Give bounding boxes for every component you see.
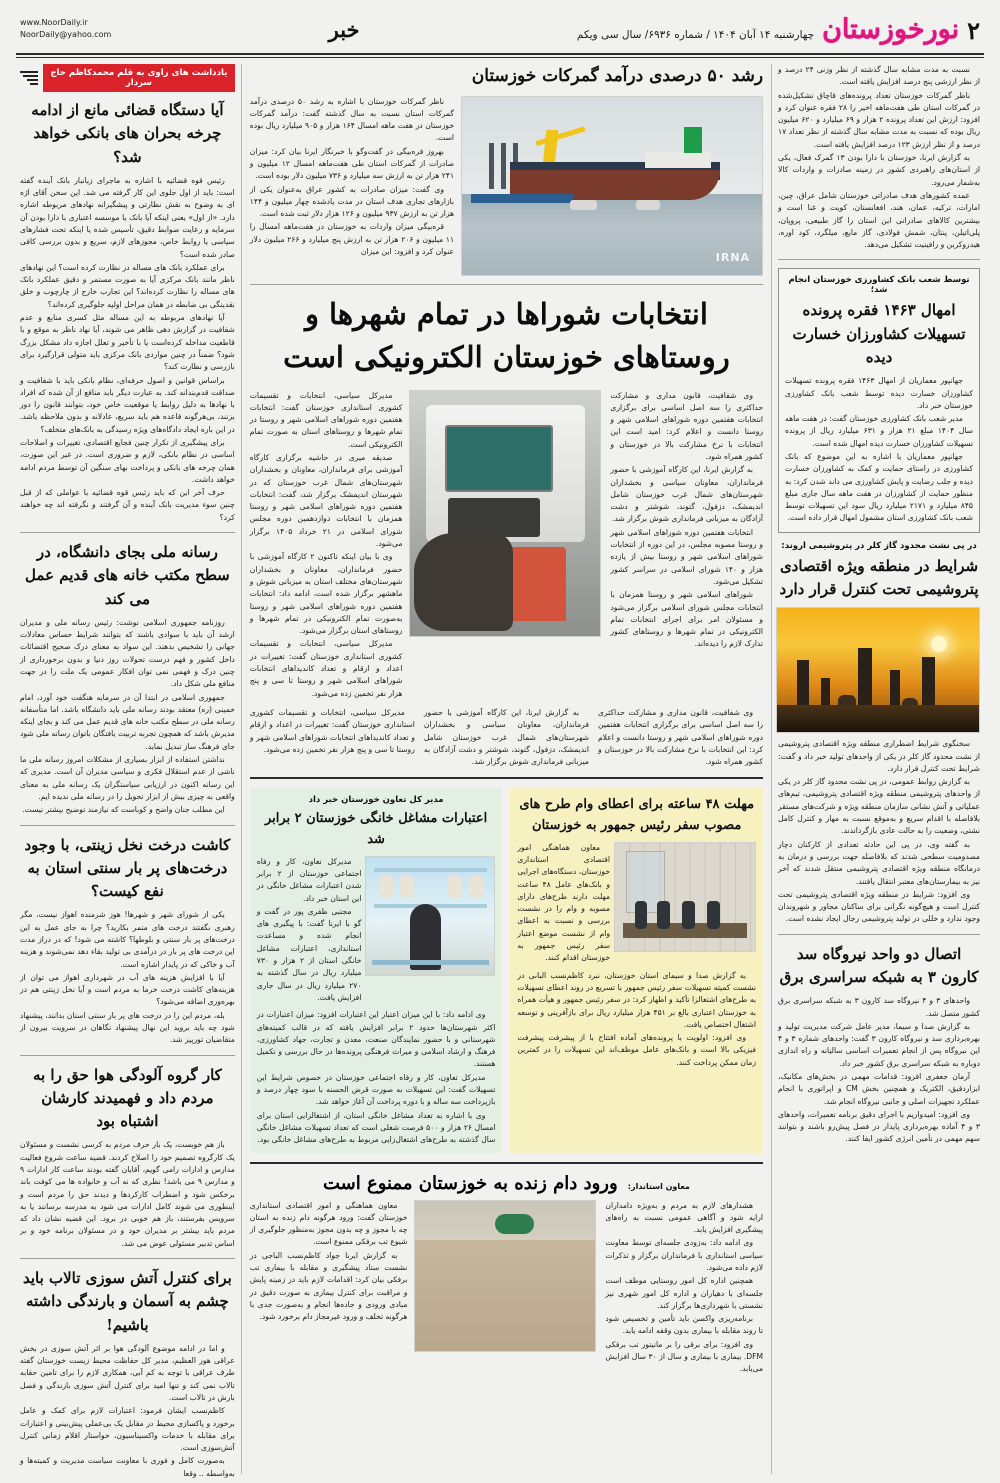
paragraph: وی شفافیت، قانون مداری و مشارکت حداکثری را سه اصل اساسی برای برگزاری انتخابات هفتمین دوره شوراهای اسلامی شهر و روستا دانست و اعلام کرد: این انتخابات با نرخ مشارکت بالا در خوزستان و کشور همراه شود.	[597, 707, 764, 767]
paragraph: وی افزود: شرایط در منطقه ویژه اقتصادی پتروشیمی تحت کنترل است و هیچ‌گونه نگرانی برای ساکنان مجاور و شهروندان وجود ندارد و خللی در تولید پتروشیمی رجال ایجاد نشده است.	[778, 889, 980, 924]
site-label	[20, 17, 111, 29]
paragraph: جهانپور معماریان با اشاره به این موضوع که بانک کشاورزی در راستای حمایت و کمک به کشاورزان خسارت دیده و جلب رضایت و پایش کشاورزی می داند شدن کرد: به منظور حمایت از کشاورزان در هفت ماهه سال جاری مبلغ ۸۴۵ میلیارد و ۲۱۷۱ میلیارد ریال سود این تسهیلات توسط شعب بانک کشاورزی استان مشمول امهال قرار داده است.	[785, 451, 974, 523]
paragraph: برای عملکرد بانک های مساله در نظارت کرده است؟ این نهادهای ناظر مانند بانک مرکزی آیا به صورت مستمر و دقیق عملکرد بانک های مساله را نظارت کرده‌اند؟ این تجارب خارج از چارچوب و خلق نقدینگی بی ضابطه در همان مراحل اولیه جلوگیری کرده‌اند؟	[20, 262, 235, 309]
bank-office-photo	[614, 842, 756, 952]
article-headline[interactable]: شرایط در منطقه ویژه اقتصادی پتروشیمی تحت کنترل قرار دارد	[779, 556, 979, 599]
ship-deck	[645, 152, 711, 168]
article-headline[interactable]: رسانه ملی بجای دانشگاه، در سطح مکتب خانه های قدیم عمل می کند	[25, 543, 230, 608]
opinion-banner[interactable]	[20, 64, 235, 92]
paragraph: برای پیشگیری از تکرار چنین فجایع اقتصادی، تغییرات و اصلاحات اساسی در نظام بانکی، لازم و ضروری است. در غیر این صورت، همان چرخه های بانکی و پرداخت بهای سنگین آن توسط مردم ادامه خواهد داشت.	[20, 437, 235, 484]
divider	[20, 825, 235, 826]
article-body	[778, 738, 980, 925]
electronic-voting-machine-photo	[409, 390, 601, 637]
masthead-brand-group	[576, 13, 980, 45]
divider	[250, 284, 763, 285]
main-body-right	[250, 390, 403, 701]
opinion-article-4[interactable]	[20, 1064, 235, 1250]
article-livestock[interactable]	[250, 1173, 763, 1377]
article-body	[778, 995, 980, 1146]
paragraph: به گزارش ایرنا، این کارگاه آموزشی با حضور فرمانداران، معاونان سیاسی و بخشداران شهرستان‌های شمال غرب خوزستان شامل اندیمشک، دزفول، گتوند، شوشتر و دشت آزادگان به میزبانی فرمانداری شوش برگزار شد.	[423, 707, 589, 767]
machine-keypad	[448, 498, 539, 537]
paragraph: آیا نهادهای مربوطه به این مساله مثل کسری منابع و عدم شفافیت در گزارش دهی ظاهر می شوند، آیا نهاد ناظر به موقع و با قاطعیت مداخله کرده‌است یا با تأخیر و تعلل اجازه داد مشکل بزرگ شود؟ ضمناً در چنین مواردی بانک مرکزی باید متولی قرارگیرد برای بازرسی و نظارت کند؟	[20, 313, 235, 372]
paragraph: معاون هماهنگی و امور اقتصادی استانداری خوزستان گفت: ورود هرگونه دام زنده به استان چه با مجوز و چه بدون مجوز به‌منظور جلوگیری از شیوع تب برفکی ممنوع است.	[249, 1200, 408, 1247]
paragraph: آرمان جعفری افزود: قدامات مهمی در بخش‌های مکانیک، ابزاردقیق، الکتریک و همچنین بخش CM و اپراتوری با انجام عملکرد تجهیزات اصلی و جانبی نیروگاه انجام شد.	[778, 1072, 980, 1106]
paragraph: به گزارش ایرنا، این کارگاه آموزشی با حضور فرمانداران، معاونان سیاسی و بخشداران شهرستان‌های شمال غرب خوزستان شامل اندیمشک، دزفول، گتوند، شوشتر و دشت آزادگان به میزبانی فرمانداری شوش برگزار شد.	[610, 465, 764, 524]
paragraph: همچنین اداره کل امور روستایی موظف است جلسه‌ای با دهیاران و اداره کل امور شهری نیز نشستی با شهرداری‌ها برگزار کند.	[605, 1276, 764, 1310]
article-travel-loan[interactable]	[510, 788, 763, 1152]
article-headline[interactable]: آیا دستگاه قضائی مانع از ادامه چرخه بحران های بانکی خواهد شد؟	[31, 101, 224, 166]
article-body	[20, 617, 235, 817]
paragraph: صدیقه میری در حاشیه برگزاری کارگاه آموزشی برای فرمانداران، معاونان و بخشداران شهرستان‌های شمال غرب خوزستان که در شهرستان اندیمشک برگزار شد، گفت: انتخابات هفتمین دوره شوراهای اسلامی شهر و روستا همزمان با انتخابات دوازدهمین دوره مجلس شورای اسلامی در ۲۱ خرداد ۱۴۰۵ برگزار می‌شود.	[249, 452, 403, 549]
divider	[250, 777, 763, 779]
paragraph: براساس قوانین و اصول حرفه‌ای، نظام بانکی باید با شفافیت و صداقت قدم‌بندانه کند. به عبارت دیگر باید منافع از آن شده که افراد با نهادها به دلیل روابط یا موقعیت خاص خود، بتوانند قانون را دور بزنند، بی‌هرگونه قاعده هم باید سریع، عادلانه و بدون ملاحظه باشد. در این باره ایجاد دادگاه‌های ویژه رسیدگی به بانک‌های متخلف؟	[20, 375, 235, 434]
website-url[interactable]: www.NoorDaily.ir	[20, 18, 88, 27]
home-business-shop-photo	[365, 856, 495, 976]
paragraph: برنامه‌ریزی واکسن باید تأمین و تخصیص شود تا روند مقابله با بیماری بدون وقفه ادامه یابد.	[605, 1314, 764, 1336]
paragraph: به گزارش روابط عمومی، در پی نشت محدود گاز کلر در یکی از واحدهای پتروشیمی منطقه ویژه اقتصادی پتروشیمی، تیم‌های عملیاتی و آتش نشانی سازمان منطقه ویژه و شرکت‌های مستقر بلافاصله با اقدام سریع و به‌موقع نسبت به مهار و کنترل کامل نشتی، وضعیت را به حالت عادی بازگرداندند.	[778, 777, 980, 836]
paragraph: مجتبی ظفری پور در گفت و گو با ایرنا گفت: با پیگیری های انجام شده و مساعدت استانداری، اعتبارات مشاغل خانگی استان از ۲ هزار و ۷۳۰ میلیارد ریال در سال گذشته به ۲۷۰ میلیارد ریال در سال جاری افزایش یافت.	[256, 906, 362, 1002]
photo-watermark: IRNA	[715, 250, 751, 264]
rig-leg	[489, 143, 494, 189]
divider	[20, 1258, 235, 1259]
barge-shape	[471, 194, 573, 203]
masthead-contact	[20, 17, 111, 41]
article-karun[interactable]	[778, 943, 980, 1146]
sheep-flock-photo	[414, 1200, 596, 1352]
main-headline[interactable]: انتخابات شوراها در تمام شهرها و روستاهای خوزستان الکترونیکی است	[283, 296, 730, 374]
paragraph: به گزارش صدا و سیمای استان خوزستان، نبرد کاظم‌نسب البانی در نشست کمیته تسهیلات سفر رئیس جمهور با تسریع در روند اعطای تسهیلات به طرح‌های اشتغالزا تأکید و اظهار کرد: در سفر رئیس جمهور و هیأت همراه به خوزستان اعتباری بالغ بر ۴۵۱ هزار میلیارد ریال برای بازآفرینی و توسعه اشتغال اختصاص یافت.	[517, 970, 757, 1029]
paragraph: یکی از شورای شهر و شهرها! هوز شرمنده اهواز نیست، مگر رهبری نگفتند درخت های متمر بکارید؟ چرا به جای عمل به این درخت‌های پر بار سنتی و بلوطها؟ کاشته می شود! که در دراز مدت این درخت های پر بار در درآمدی بی تولید بقاء دهد نمی‌شوند و هزینه آب و خاکی که در پایدار اشاره است.	[20, 910, 235, 969]
port-ship-photo	[461, 96, 763, 276]
paragraph: بهروز قره‌بیگی در گفت‌وگو با خبرنگار ایرنا بیان کرد: میزان صادرات از گمرکات استان طی هفت‌ماهه امسال ۱۲ میلیون و ۲۴۱ هزار تن به ارزش سه میلیارد و ۷۳۶ میلیون دلار بوده است.	[249, 146, 455, 181]
paragraph: این مطلب جنان واضح و کوباست که نیازمند توضیح بیشتر نیست.	[22, 805, 225, 815]
paragraph: بله، مردم این را در درخت های پر بار سنتی استان بدانند، پیشنهاد شود چه باید بروید این نهال پیشنهاد نگاهان در سرویت بیرون از متقاضیان تورپیز شد.	[20, 1010, 235, 1045]
article-body	[20, 909, 235, 1046]
paragraph: جمهوری اسلامی در ابتدا آن در سرمایه هنگفت خود آورد، امام خمینی (ره) معتقد بودند رسانه ملی باید دانشگاه باشد. اما متأسفانه رسانه ملی در سطح مکتب خانه های قدیم عمل می کند و بجای اینکه مدیرش باشد که همچون تجربه تربیت یافتگان باتوان رسانه ملی شود جای فرهنگ ساز تبدیل نماید.	[20, 692, 235, 751]
paragraph: به‌صورت کامل و فوری با معاونت سیاست مدیریت و کمیته‌ها و به‌واسطه .. وقعا	[20, 1456, 235, 1478]
article-body	[250, 96, 454, 260]
water-tanker-shape	[495, 1214, 535, 1234]
opinion-article-1[interactable]	[20, 99, 235, 524]
article-headline[interactable]: امهال ۱۴۶۳ فقره پرونده تسهیلات کشاورزان خسارت دیده	[792, 301, 966, 366]
article-headline[interactable]: ورود دام زنده به خوزستان ممنوع است	[322, 1172, 618, 1194]
paragraph: مدیرکل سیاسی، انتخابات و تقسیمات کشوری استانداری خوزستان گفت: تغییرات در اعداد و ارقام و تعداد کاندیداهای انتخابات شوراهای اسلامی شهر و روستا تا سی و پنج هزار نفر تخمین زده می‌شود.	[249, 707, 415, 754]
chair-shape	[657, 901, 670, 929]
article-body	[20, 1343, 235, 1480]
paragraph: وی ادامه داد: به‌زودی جلسه‌ای توسط معاونت سیاسی استانداری با فرمانداران برگزار و تذکرات لازم داده می‌شود.	[605, 1238, 764, 1272]
sun-shape	[931, 636, 947, 652]
divider	[250, 1162, 763, 1164]
opinion-article-3[interactable]	[20, 834, 235, 1047]
divider	[20, 1055, 235, 1056]
rig-leg	[501, 143, 506, 189]
paragraph: شوراهای اسلامی شهر و روستا همزمان با انتخابات مجلس شورای اسلامی برگزار می‌شود و مسئولان امر برای اجرای انتخابات تمام الکترونیکی در تمام شهرها و روستاهای کشور تدارک لازم را دیده‌اند.	[610, 590, 764, 649]
tugboat	[636, 200, 660, 211]
paragraph: مدیرکل سیاسی، انتخابات و تقسیمات کشوری استانداری خوزستان گفت: تغییرات در اعداد و ارقام و تعداد کاندیداهای انتخابات شوراهای اسلامی شهر و روستا تا سی و پنج هزار نفر تخمین زده می‌شود.	[249, 639, 403, 698]
paragraph: مدیرکل تعاون، کار و رفاه اجتماعی خوزستان در خصوص شرایط این تسهیلات گفت: این تسهیلات به صورت قرض الحسنه با سود چهار درصد و بازپرداخت سه ساله و با دوره پرداخت آن آغاز خواهد شد.	[256, 1072, 496, 1107]
paragraph: عمده کشورهای هدف صادراتی خوزستان شامل عراق، چین، امارات، ترکیه، عمان، هند، افغانستان، کویت و غنا است و بیشترین کالاهای صادراتی این استان را گاز طبیعی، پروپان، پلی‌اتیلن، پنتان، شمش فولادی، گاز مایع، میلگرد، کود اوره، هیدروکربن و رافینیت تشکیل می‌دهد.	[778, 190, 980, 250]
paragraph: روزنامه جمهوری اسلامی نوشت: رئیس رسانه ملی و مدیران ارشد آن باید با سوادی باشند که بتوانند شرایط حساس معادلات جهانی را تشخیص بدهند. این سواد به معنای درک صحیح اقتضائات داخل کشور و فهم درست تحولات روز دنیا و بدون برخورداری از چنین درک و فهمی نمی توان افکار عمومی یک ملت را در جهت منافع ملی شکل داد.	[20, 617, 235, 689]
article-home-business[interactable]	[250, 788, 503, 1152]
paragraph: مدیرکل تعاون، کار و رفاه اجتماعی خوزستان از ۲ برابر شدن اعتبارات مشاغل خانگی در این استان خبر داد.	[256, 856, 362, 903]
shelf-shape	[372, 960, 490, 965]
mini-articles-row	[250, 788, 763, 1152]
article-body-continuation	[257, 1009, 496, 1146]
chair-shape	[682, 901, 695, 929]
paragraph: به گزارش صدا و سیما، مدیر عامل شرکت مدیریت تولید و بهره‌برداری سد و نیروگاه کارون ۳ گفت: واحدهای شماره ۳ و ۴ این نیروگاه پس از انجام تعمیرات اساسی سالیانه و راه اندازی دوباره به شبکه سراسری برق کشور خبر داد.	[778, 1021, 980, 1068]
article-kicker: در پی نشت محدود گاز کلر در پتروشیمی اروند:	[781, 540, 977, 551]
hamburger-lines-icon	[20, 71, 38, 85]
paragraph: وی ادامه داد: با این میزان اعتبار این اعتبارات افزود: میزان اعتبارات در اکثر شهرستان‌ها حدود ۲ برابر افزایش یافته که در قالب کمیته‌های شهرستانی و با حضور نمایندگان صنعت، معدن و تجارت، جهاد کشاورزی، فرهنگ و ارشاد اسلامی و میراث فرهنگی پرونده‌ها در حال بررسی و تکمیل هستند.	[256, 1010, 496, 1069]
paragraph: وی افزود: برای برقی را بر مانیتور تب برفکی DFM. بیماری با بیماری و سال از ۳۰ سال افزایش می‌یابد.	[605, 1339, 764, 1374]
paragraph: نسبت به مدت مشابه سال گذشته از نظر وزنی ۲۴ درصد و از نظر ارزشی پنج درصد افزایش یافته است.	[778, 65, 980, 87]
paragraph: وی افزود: امیدواریم با اجرای دقیق برنامه تعمیرات، واحدهای ۳ و ۴ آماده بهره‌برداری پایدار در فصل پیش‌رو باشند و بتوانند سهم مهمی در تأمین انرژی کشور ایفا کنند.	[778, 1109, 980, 1144]
paragraph: واحدهای ۳ و ۴ نیروگاه سد کارون ۳ به شبکه سراسری برق کشور متصل شد.	[778, 996, 980, 1018]
paragraph: آیا با افزایش هزینه های آب در شهرداری اهواز می توان از هزینه‌های کاشت درخت خرما به مردم است و آیا نخل زینتی هم در بهره‌وری اضافه می‌شود؟	[20, 972, 235, 1007]
issue-info: چهارشنبه ۱۴ آبان ۱۴۰۴ / شماره ۶۹۳۶/ سال سی ویکم	[576, 28, 815, 41]
paragraph: وی با بیان اینکه تاکنون ۲ کارگاه آموزشی با حضور فرمانداران، معاونان و بخشداران شهرستان‌های مختلف استان به میزبانی شوش و ماهشهر برگزار شده است، ادامه داد: انتخابات هفتمین دوره شوراهای اسلامی شهر و روستا به‌صورت تمام الکترونیکی در تمام شهرها و روستاهای استان برگزار می‌شود.	[249, 552, 403, 636]
tugboat	[570, 200, 597, 211]
article-body	[785, 375, 973, 525]
article-headline[interactable]: مهلت ۴۸ ساعته برای اعطای وام طرح های مصوب سفر رئیس جمهور به خوزستان	[519, 797, 755, 833]
page-columns	[14, 64, 986, 1478]
sheep-flock-shape	[415, 1237, 595, 1351]
article-headline[interactable]: کار گروه آلودگی هوا حق را به مردم داد و فهمیدند کارشان اشتباه بود	[32, 1065, 222, 1131]
paragraph: وی گفت: میزان صادرات به کشور عراق به‌عنوان یکی از بازارهای تجاری هدف استان در مدت یادشده چهار میلیون و ۱۴۴ هزار تن به ارزش ۹۳۷ میلیون و ۱۲۶ هزار دلار ثبت شده است.	[249, 184, 455, 219]
right-column-opinion	[14, 64, 241, 1478]
paragraph: سخنگوی شرایط اضطراری منطقه ویژه اقتصادی پتروشیمی از نشت محدود گاز کلر در یکی از واحدهای تولید خبر داد و گفت: شرایط تحت کنترل قرار دارد.	[778, 739, 980, 773]
goods-shape	[448, 876, 462, 897]
customs-continuation	[778, 64, 980, 251]
paragraph: ناظر گمرکات خوزستان تعداد پرونده‌های قاچاق تشکیل‌شده در گمرکات استان طی هفت‌ماهه اخیر را ۲۸ فقره عنوان کرد و افزود: ارزش این تعداد پرونده ۲ هزار و ۶۹ میلیارد و ۶۲۰ میلیون ریال بوده که نسبت به مدت مشابه سال گذشته از نظر تعداد ۱۷ درصد و از نظر ارزش ۱۲۳ درصد افزایش یافته است.	[778, 90, 980, 149]
article-headline[interactable]: اعتبارات مشاغل خانگی خوزستان ۲ برابر شد	[264, 811, 488, 847]
main-body-left	[610, 390, 763, 652]
article-body-left	[605, 1200, 763, 1377]
article-headline[interactable]: اتصال دو واحد نیروگاه سد کارون ۳ به شبکه سراسری برق	[779, 944, 979, 986]
paragraph: حرف آخر این که باید رئیس قوه قضائیه با عواملی که از قبل چنین سوء مدیریت بانک آینده و آن گرفتند و نگرفته اند چه خواهند کرد؟	[20, 488, 235, 522]
article-kicker: توسط شعب بانک کشاورزی خوزستان انجام شد؛	[788, 275, 970, 296]
paragraph: مدیر شعب بانک کشاورزی خوزستان گفت: در هفت ماهه سال ۱۴۰۴ مبلغ ۲۱ هزار و ۶۳۱ میلیارد ریال از پرونده تسهیلات کشاورزان خسارت دیده امهال شده است.	[785, 414, 974, 448]
main-body-continuation	[250, 707, 763, 768]
article-body	[257, 856, 362, 1006]
email-address[interactable]: NoorDaily@yahoo.com	[20, 30, 112, 39]
article-kicker: مدیر کل تعاون خوزستان خبر داد	[308, 795, 444, 806]
paragraph: هشدارهای لازم به مردم و به‌ویژه دامداران ارایه شود و آگاهی عمومی نسبت به راه‌های پیشگیری افزایش یابد.	[605, 1200, 764, 1235]
article-main-elections[interactable]	[250, 293, 763, 769]
machine-screen	[445, 425, 554, 493]
divider	[778, 934, 980, 935]
article-agribank[interactable]	[778, 268, 980, 532]
goods-shape	[469, 876, 483, 897]
article-kicker: معاون استاندار:	[627, 1181, 690, 1191]
paragraph: ناظر گمرکات خوزستان با اشاره به رشد ۵۰ درصدی درآمد گمرکات استان نسبت به سال گذشته گفت: درآمد گمرکات خوزستان در هفت ماهه امسال ۱۶۴ هزار و ۹۰۵ میلیارد ریال بوده است.	[249, 96, 455, 143]
section-title: خبر	[328, 16, 360, 42]
paragraph: وی با اشاره به تعداد مشاغل خانگی استان، از اشتغالزایی استان برای امسال ۲۶ هزار و ۵۰۰ فرصت شغلی است که تعداد تسهیلات مشاغل خانگی سال گذشته به طرح‌های اشتغال‌زایی مربوط به طرح‌های مشاغل خانگی بود.	[256, 1110, 496, 1145]
paragraph: قره‌بیگی میزان واردات به خوزستان در هفت‌ماهه امسال را ۱۱ میلیون و ۲۰۶ هزار تن به ارزش پنج میلیارد و ۲۶۶ میلیون دلار عنوان کرد و افزود: این میزان	[249, 222, 455, 257]
article-headline[interactable]: رشد ۵۰ درصدی درآمد گمرکات خوزستان	[471, 66, 764, 86]
article-body	[517, 842, 610, 966]
article-body	[20, 175, 235, 524]
article-body-continuation	[517, 970, 756, 1069]
masthead-divider	[16, 53, 984, 58]
article-headline[interactable]: برای کنترل آتش سوزی تالاب باید چشم به آسمان و بارندگی داشته باشیم!	[22, 1269, 232, 1334]
paragraph: نداشتن استفاده از ابزار بسیاری از مشکلات امروز رسانه ملی ما ناشی از عدم استقلال فکری و سیاسی مدیران آن است. مدیری که این رسانه اکنون در ارزیابی سیاستگران یک رسانه ملی به معنای واقعی به چیزی بیش از ابزار تحویل را در رسانه ملی ندیده ایم.	[20, 755, 235, 801]
ground-shape	[777, 705, 979, 732]
hand-shape	[414, 533, 513, 631]
paragraph: به گفته وی، در پی این حادثه تعدادی از کارکنان دچار مصدومیت سطحی شدند که بلافاصله جهت بررسی و درمان به درمانگاه منطقه ویژه اقتصادی پتروشیمی منتقل شدند که آخر نیز به بیمارستان‌های معتبر انتقال یافتند.	[778, 839, 980, 886]
masthead	[14, 8, 986, 50]
article-headline[interactable]: کاشت درخت نخل زینتی، با وجود درخت‌های پر بار سنتی استان به نفع کیست؟	[24, 835, 231, 901]
article-customs[interactable]	[250, 64, 763, 276]
paragraph: به گزارش ایرنا، خوزستان با دارا بودن ۱۳ گمرک فعال، یکی از استان‌های راهبردی کشور در زمینه صادرات و واردات کالا به‌شمار می‌رود.	[778, 153, 980, 187]
paragraph: وی شفافیت، قانون مداری و مشارکت حداکثری را سه اصل اساسی برای برگزاری انتخابات هفتمین دوره شوراهای اسلامی شهر و روستا دانست و اعلام کرد: امید است این انتخابات با نرخ مشارکت بالا در خوزستان و کشور همراه شود.	[610, 390, 764, 461]
article-body-right	[250, 1200, 408, 1325]
paragraph: و اما در ادامه موضوع آلودگی هوا بر اثر آتش سوزی در بخش عراقی هور العظیم، مدیر کل حفاظت محیط زیست خوزستان گفته طرف عراقی با توجه به کم آبی، همکاری لازم را برای تامین حقابه تالاب نمی کند و تنها امید برای کنترل آتش سوزی بارندگی و فصل بارش در تالاب است.	[20, 1343, 235, 1402]
paragraph: مدیرکل سیاسی، انتخابات و تقسیمات کشوری استانداری خوزستان گفت: انتخابات هفتمین دوره شوراهای اسلامی شهر و روستا در تمام شهرها و روستاهای استان به صورت تمام الکترونیکی است.	[249, 390, 403, 449]
ship-funnel	[684, 127, 702, 154]
divider	[20, 532, 235, 533]
goods-shape	[400, 876, 414, 897]
petrochemical-sunset-photo	[776, 607, 980, 733]
chair-shape	[707, 901, 720, 929]
paragraph: رئیس قوه قضائیه با اشاره به ماجرای زیانبار بانک آینده گفته است: باید از اول جلوی این کار گرفته می شد. این سخن آقای اژه ای به وضوح به نقش نظارتی و پیشگیرانه نهادهای مربوطه اشاره دارد. «از اول» یعنی اینکه آیا بانک یا موسسه اعتباری با دارا بودن آن سرمایه و رعایت ضوابط دقیق، تأسیس شده یا اینکه تحت فشارهای سیاسی یا روابط خاص، مجوزهای لازم، سریع و بدون بررسی کافی صادر شده است؟	[20, 175, 235, 259]
paragraph: جهانپور معماریان از امهال ۱۴۶۳ فقره پرونده تسهیلات کشاورزان خسارت دیده توسط شعب بانک کشاورزی خوزستان خبر داد.	[785, 376, 973, 410]
chair-shape	[635, 901, 648, 929]
page-number: ۲	[967, 15, 980, 45]
email-label	[20, 29, 111, 41]
paragraph: باز هم خوبست، یک بار حرف مردم به کرسی نشست و مسئولان یک کارگروه تصمیم خود را اصلاح کردند. قضیه ساعت شروع فعالیت مدارس و ادارات رامی گویم، آقایان گفته بودند ساعت کار ادارات ۹ و مدارس ۹ می باشد! نظری که نه آب و خانواده ها می کوفت باند برخکس شود و اضطراب کارکردها و دیدند حق را مردم است و اینطوری می شوند کامل ادارات می شود به مدرسه برسانند یا به سرویس بفرستند، باز هم خوبی در برود. این قضیه نشان داد که مردم باید بیشتر بر مدیران خود و در مسئولان برنامه خود و بر اساس تدبیر مسئولی عوض می شد.	[20, 1140, 235, 1248]
paragraph: وی افزود: اولویت با پرونده‌های آماده افتتاح با از پیشرفت پیشرفت فیزیکی بالا است و بانک‌های عامل موظف‌اند این تسهیلات را در کمترین زمان ممکن پرداخت کنند.	[517, 1033, 757, 1067]
article-petrochemical[interactable]	[778, 541, 980, 926]
opinion-banner-label: یادداشت های راوی به قلم محمدکاظم حاج سردار	[43, 64, 235, 92]
goods-shape	[379, 876, 393, 897]
opinion-article-2[interactable]	[20, 541, 235, 817]
paragraph: به گزارش ایرنا جواد کاظم‌نسب الباجی در نشست ستاد پیشگیری و مقابله با بیماری تب برفکی بیان کرد: اقدامات لازم باید در زمینه پایش و مراقبت برای کنترل بیماری به صورت دقیق در مبادی ورودی و جاده‌ها انجام و به‌صورت جدی با هرگونه تخلف و ورود غیرمجاز دام برخورد شود.	[249, 1250, 408, 1322]
left-column	[771, 64, 986, 1474]
newspaper-logo: نورخوزستان	[822, 13, 960, 45]
middle-column	[241, 64, 771, 1474]
opinion-article-5[interactable]	[20, 1267, 235, 1480]
divider	[778, 259, 980, 260]
article-body	[20, 1139, 235, 1250]
paragraph: کاظم‌نسب ایشان فرمود: اعتبارات لازم برای کمک و عامل برخورد و پاکسازی محیط در مقابل یک بی‌عملی پیش‌بینی و اعتبارات برای مقابله با خدمات واکسیناسیون، خواستار اقلام زمانی کنترل آتش‌سوزی است.	[20, 1406, 235, 1453]
paragraph: انتخابات هفتمین دوره شوراهای اسلامی شهر و روستا مصوبه مجلس، در این دوره از انتخابات شوراهای اسلامی شهر و روستا بیش از یازده هزار و ۱۴۰ شورای اسلامی در سراسر کشور تشکیل می‌شود.	[610, 527, 764, 586]
rail-shape	[374, 868, 487, 872]
paragraph: معاون هماهنگی امور اقتصادی استانداری خوزستان، دستگاه‌های اجرایی و بانک‌های عامل ۴۸ ساعت مهلت دارند طرح‌های دارای مصوبه و وام را در نشست بررسی و نسبت به اعطای وام از نشست موضع اعتبار سفر رئیس جمهور به خوزستان اقدام کنند.	[517, 842, 611, 963]
